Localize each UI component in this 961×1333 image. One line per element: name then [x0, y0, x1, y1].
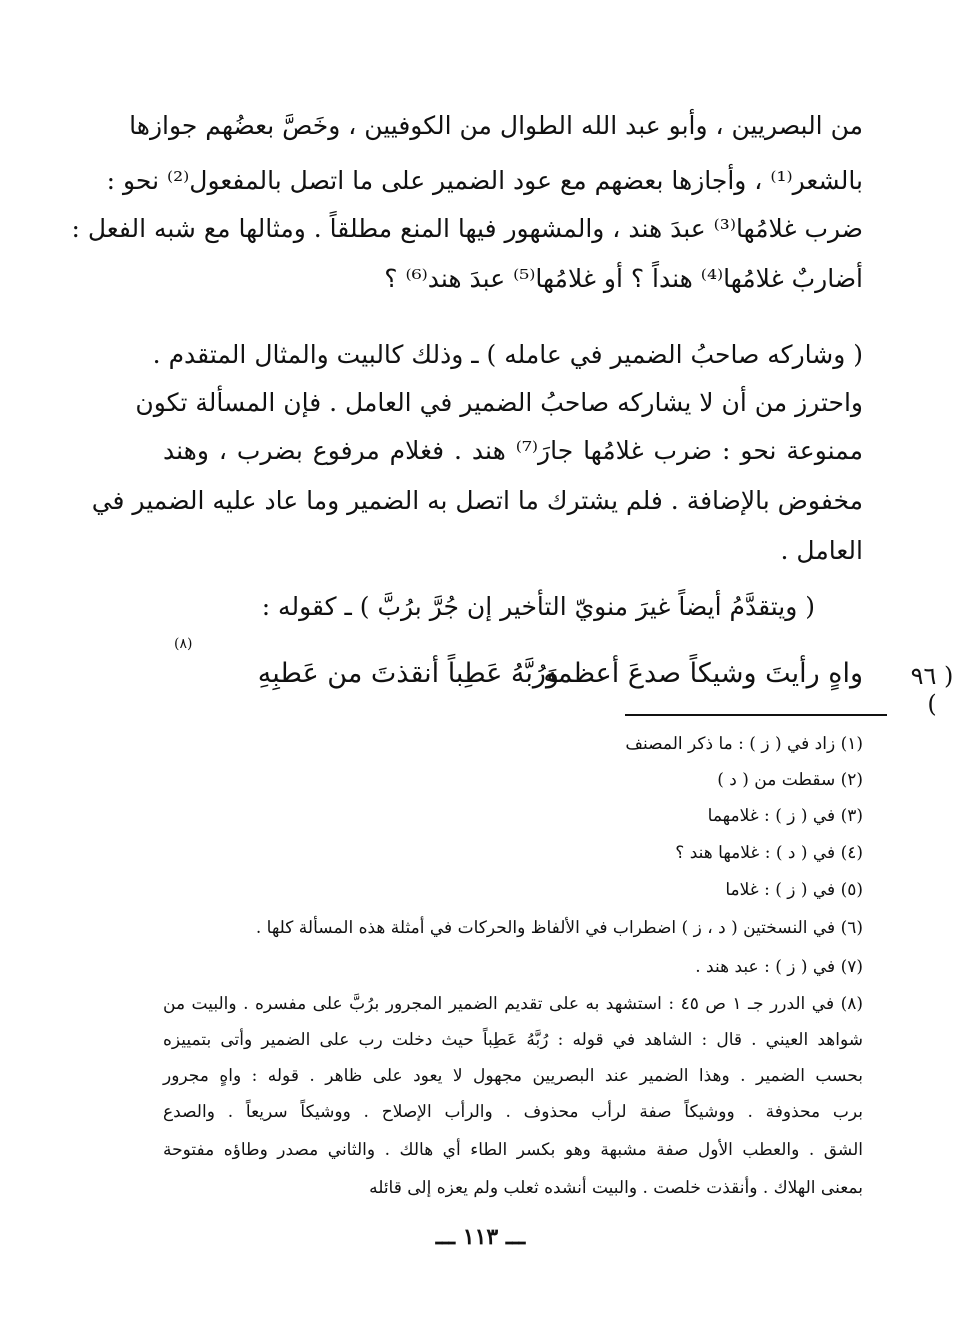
text-line: ممنوعة نحو : ضرب غلامُها جارَ⁽⁷⁾ هند . فغلام مرفوع بضرب ، وهند	[163, 436, 863, 465]
text-line: العامل .	[780, 536, 863, 565]
text-line: بالشعر⁽¹⁾ ، وأجازها بعضهم مع عود الضمير على ما اتصل بالمفعول⁽²⁾ نحو :	[106, 166, 863, 195]
footnote-continuation: برب محذوفة . ووشيكاً صفة لرأب محذوف . والرأب الإصلاح . ووشيكاً سريعاً . والصدع	[163, 1102, 863, 1122]
footnote: (٢) سقطت من ( د )	[717, 770, 863, 790]
text-line: ضرب غلامُها⁽³⁾ عبدَ هند ، والمشهور فيها المنع مطلقاً . ومثالها مع شبه الفعل :	[71, 214, 863, 243]
footnote: (٨) في الدرر جـ ١ ص ٤٥ : استشهد به على تقديم الضمير المجرور برُبَّ على مفسره . والبيت من	[163, 994, 863, 1014]
text-line: مخفوض بالإضافة . فلم يشترك ما اتصل به الضمير وما عاد عليه الضمير في	[91, 486, 863, 515]
footnote: (٦) في النسختين ( د ، ز ) اضطراب في الألفاظ والحركات في أمثلة هذه المسألة كلها .	[255, 918, 863, 938]
footnote-continuation: بحسب الضمير . وهذا الضمير عند البصريين مجهول لا يعود على ظاهر . قوله : واهٍ مجرور	[163, 1066, 863, 1086]
verse-number: ( ٩٦ )	[910, 662, 954, 718]
footnote: (١) زاد في ( ز ) : ما ذكر المصنف	[625, 734, 863, 754]
text-line: واحترز من أن لا يشاركه صاحبُ الضمير في العامل . فإن المسألة تكون	[135, 388, 863, 417]
footnote-continuation: الشق . والعطب الأول صفة مشبهة وهو بكسر الطاء أي هالك . والثاني مصدر وطاؤه مفتوحة	[163, 1140, 863, 1160]
text-line: ( وشاركه صاحبُ الضمير في عامله ) ـ وذلك كالبيت والمثال المتقدم .	[152, 340, 863, 369]
page-number: ـــ ١١٣ ـــ	[435, 1224, 526, 1250]
text-line: أضاربٌ غلامُها⁽⁴⁾ هنداً ؟ أو غلامُها⁽⁵⁾ عبدَ هند⁽⁶⁾ ؟	[384, 264, 863, 293]
footnote: (٧) في ( ز ) : عبد هند .	[695, 957, 863, 977]
footnote: (٥) في ( ز ) : غلاما	[725, 880, 863, 900]
footnote-continuation: شواهد العيني . قال : الشاهد في قوله : رُبَّهُ عَطِباً حيث دخلت رب على الضمير وأتى بتمييزه	[163, 1030, 863, 1050]
footnote: (٤) في ( د ) : غلامها هند ؟	[675, 843, 863, 863]
text-line: من البصريين ، وأبو عبد الله الطوال من الكوفيين ، وخَصَّ بعضُهم جوازها	[129, 111, 863, 140]
verse-hemistich-second: وَرُبَّهُ عَطِباً أنقذتَ من عَطبِهِ	[257, 658, 559, 689]
footnote: (٣) في ( ز ) : غلامهما	[707, 806, 863, 826]
footnote-continuation: بمعنى الهلاك . وأنقذت خلصت . والبيت أنشده ثعلب ولم يعزه إلى قائله	[369, 1178, 863, 1198]
footnote-separator	[625, 714, 887, 716]
verse-hemistich-first: واهٍ رأيتَ وشيكاً صدعَ أعظمه	[543, 658, 863, 689]
text-line: ( ويتقدَّمُ أيضاً غيرَ منويّ التأخير إن جُرَّ برُبَّ ) ـ كقوله :	[261, 592, 815, 621]
verse-footnote-marker: (٨)	[174, 636, 193, 652]
